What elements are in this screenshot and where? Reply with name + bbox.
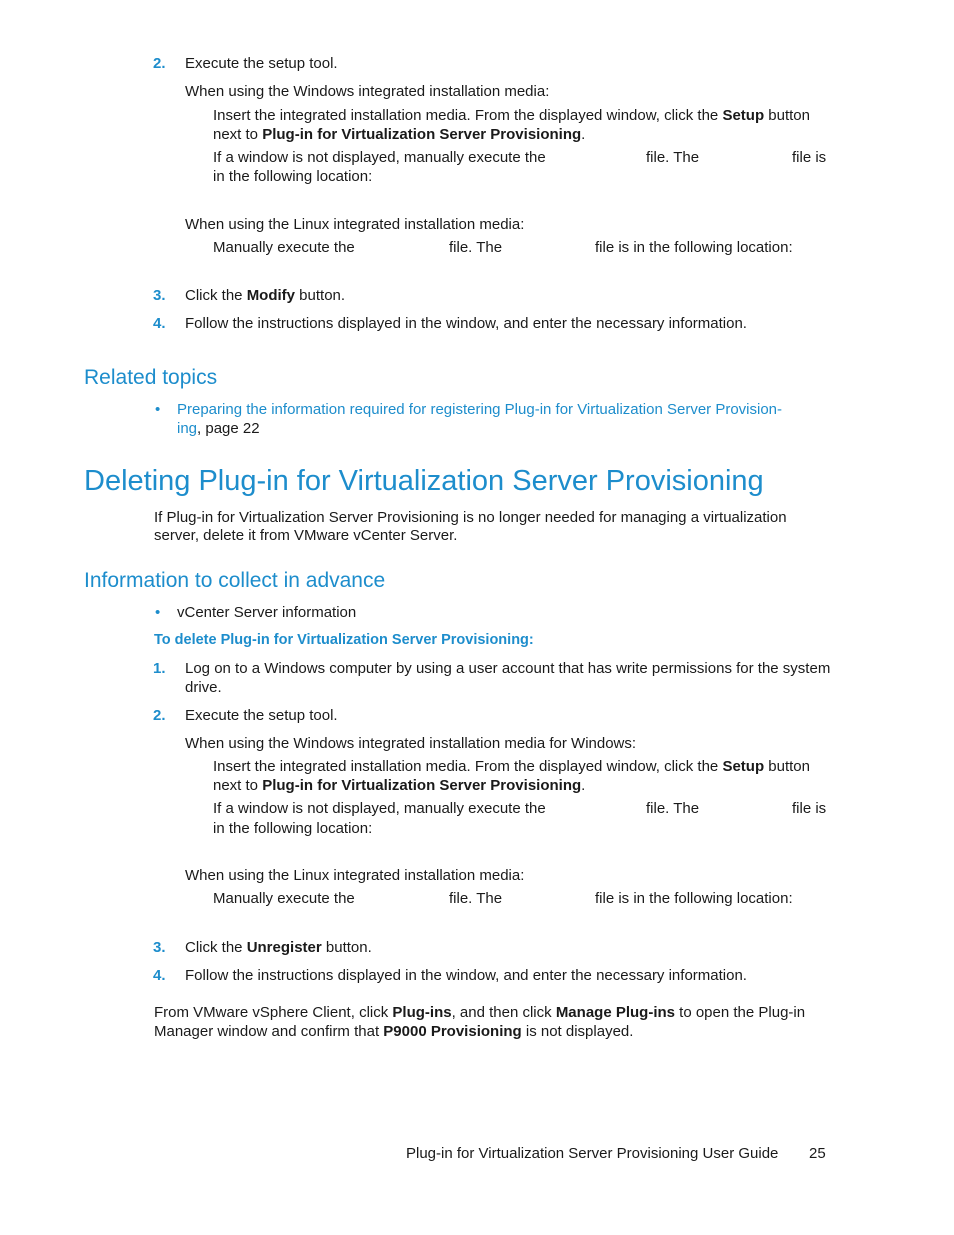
related-topics-heading: Related topics xyxy=(84,366,218,389)
step-number: 3. xyxy=(153,939,166,956)
step-number: 1. xyxy=(153,660,166,677)
windows-media-label: When using the Windows integrated installation media: xyxy=(185,83,550,100)
linux-exec-text: file is in the following location: xyxy=(595,239,793,256)
manual-exec-text: file is xyxy=(792,800,827,817)
linux-exec-text: Manually execute the xyxy=(213,239,355,256)
intro-text: server, delete it from VMware vCenter Server. xyxy=(154,527,458,544)
related-topic-link-cont xyxy=(177,419,260,438)
step-text: drive. xyxy=(185,679,222,696)
step-number: 4. xyxy=(153,315,166,332)
closing-text: Manager window and confirm that P9000 Provisioning is not displayed. xyxy=(154,1023,634,1040)
linux-media-label: When using the Linux integrated installation media: xyxy=(185,216,525,233)
windows-media-label: When using the Windows integrated installation media for Windows: xyxy=(185,735,637,752)
bullet: • xyxy=(155,604,161,621)
linux-exec-text: file. The xyxy=(449,890,503,907)
section-heading: Deleting Plug-in for Virtualization Server Provisioning xyxy=(84,465,764,497)
linux-exec-text: file. The xyxy=(449,239,503,256)
insert-instruction: Insert the integrated installation media. From the displayed window, click the Setup button xyxy=(213,758,810,775)
step-text: Click the Unregister button. xyxy=(185,939,372,956)
linux-exec-text: file is in the following location: xyxy=(595,890,793,907)
step-text: Follow the instructions displayed in the window, and enter the necessary information. xyxy=(185,967,747,984)
linux-exec-text: Manually execute the xyxy=(213,890,355,907)
step-text: Click the Modify button. xyxy=(185,287,346,304)
list-item: vCenter Server information xyxy=(177,604,357,621)
related-topic-link[interactable]: ing xyxy=(177,420,198,437)
closing-text: From VMware vSphere Client, click Plug-ins, and then click Manage Plug-ins to open the Plug-in xyxy=(154,1004,806,1021)
step-number: 3. xyxy=(153,287,166,304)
intro-text: If Plug-in for Virtualization Server Provisioning is no longer needed for managing a virtualization xyxy=(154,509,787,526)
step-number: 2. xyxy=(153,707,166,724)
manual-exec-text: file. The xyxy=(646,800,700,817)
bullet: • xyxy=(155,401,161,418)
location-text: in the following location: xyxy=(213,168,373,185)
page-number: 25 xyxy=(809,1145,826,1162)
step-number: 2. xyxy=(153,55,166,72)
step-text: Follow the instructions displayed in the window, and enter the necessary information. xyxy=(185,315,747,332)
manual-exec-text: If a window is not displayed, manually execute the xyxy=(213,800,546,817)
step-text: Log on to a Windows computer by using a user account that has write permissions for the system xyxy=(185,660,831,677)
insert-instruction: Insert the integrated installation media. From the displayed window, click the Setup button xyxy=(213,107,810,124)
step-number: 4. xyxy=(153,967,166,984)
info-heading: Information to collect in advance xyxy=(84,569,386,592)
manual-exec-text: file. The xyxy=(646,149,700,166)
procedure-title: To delete Plug-in for Virtualization Server Provisioning: xyxy=(154,632,534,648)
step-text: Execute the setup tool. xyxy=(185,707,338,724)
manual-exec-text: If a window is not displayed, manually execute the xyxy=(213,149,546,166)
linux-media-label: When using the Linux integrated installation media: xyxy=(185,867,525,884)
step-text: Execute the setup tool. xyxy=(185,55,338,72)
related-topic-link[interactable]: Preparing the information required for registering Plug-in for Virtualization Server Provision- xyxy=(177,401,783,418)
location-text: in the following location: xyxy=(213,820,373,837)
insert-instruction-cont: next to Plug-in for Virtualization Server Provisioning. xyxy=(213,777,586,794)
insert-instruction-cont: next to Plug-in for Virtualization Server Provisioning. xyxy=(213,126,586,143)
footer-title: Plug-in for Virtualization Server Provisioning User Guide xyxy=(406,1145,779,1162)
manual-exec-text: file is xyxy=(792,149,827,166)
page-reference: , page 22 xyxy=(197,420,260,437)
